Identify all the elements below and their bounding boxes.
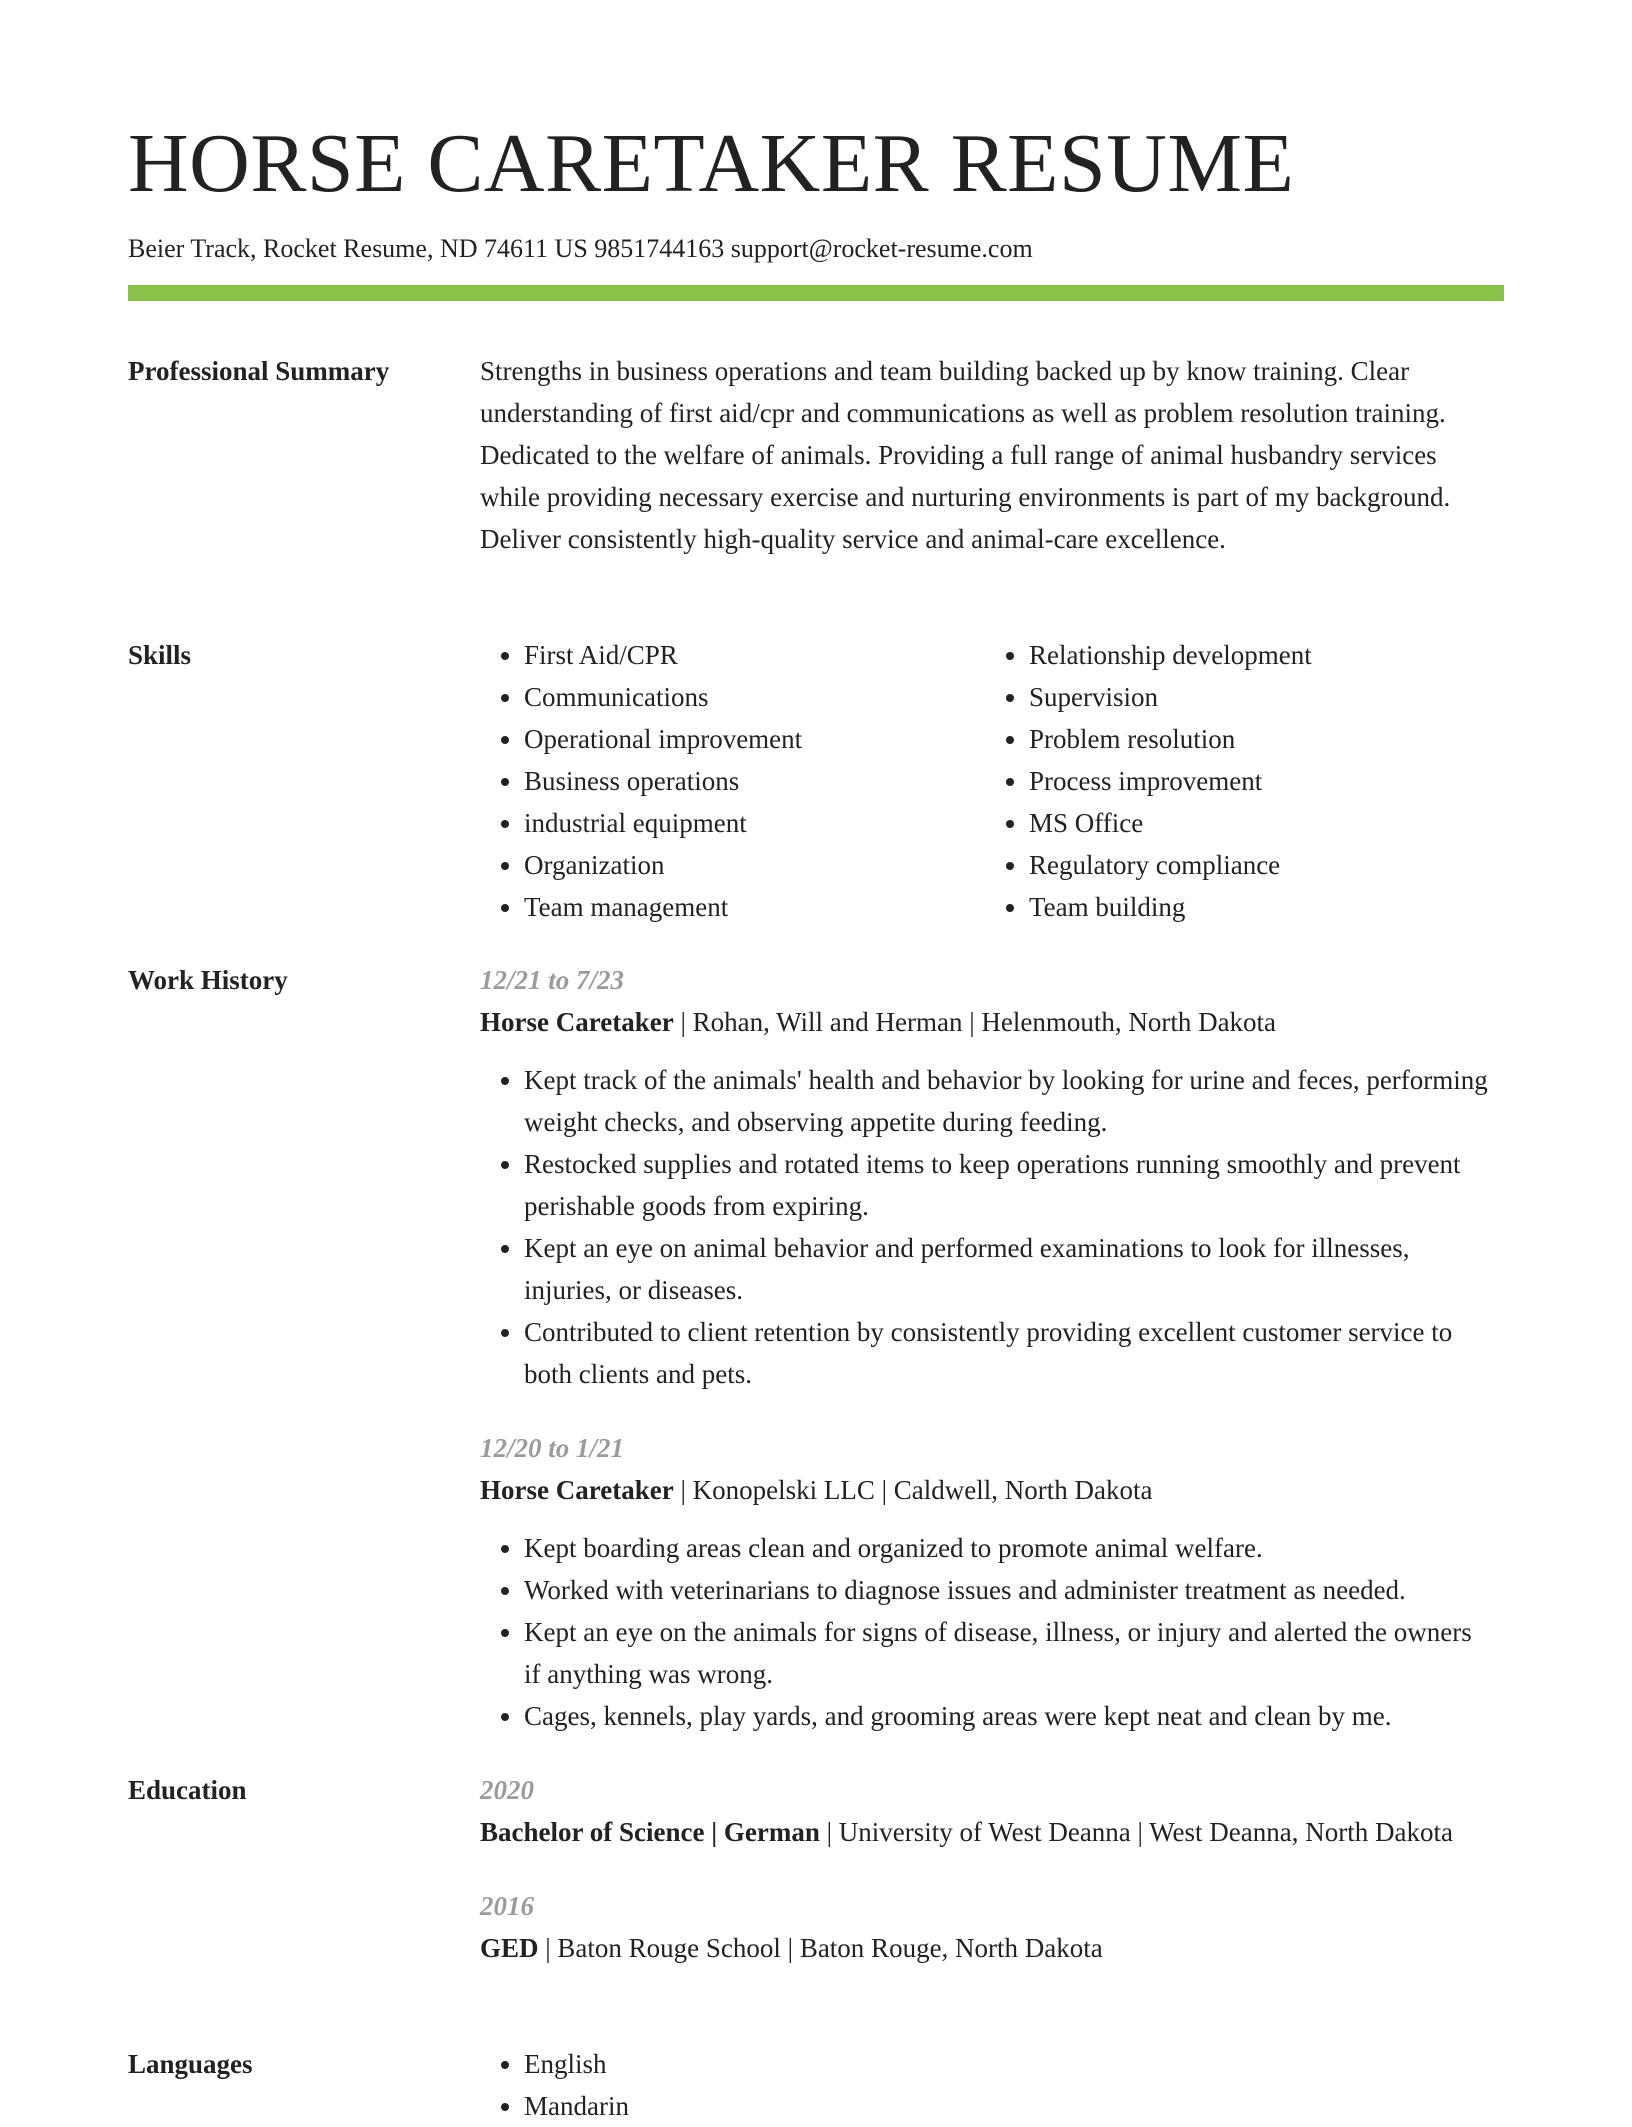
job-bullet: • Kept an eye on animal behavior and performed examinations to look for illnesses, injuries, or diseases. — [524, 1227, 1490, 1311]
education-details: | University of West Deanna | West Deanna, North Dakota — [819, 1817, 1453, 1847]
skill-item: • Process improvement — [1029, 760, 1490, 802]
summary-text: Strengths in business operations and team building backed up by know training. Clear understanding of first aid/cpr and communications as well as problem resolution training. Dedicated to the welfare of animals. Providing a full range of animal husbandry services while providing necessary exercise and nurturing environments is part of my background. Deliver consistently high-quality service and animal-care excellence. — [480, 356, 1451, 554]
job-bullet: • Kept boarding areas clean and organized to promote animal welfare. — [524, 1527, 1490, 1569]
job-entry — [480, 1427, 1490, 1737]
job-details: | Rohan, Will and Herman | Helenmouth, North Dakota — [673, 1007, 1277, 1037]
languages-section — [480, 2043, 1490, 2127]
skill-item: • Supervision — [1029, 676, 1490, 718]
job-bullet: • Kept track of the animals' health and behavior by looking for urine and feces, performing weight checks, and observing appetite during feeding. — [524, 1059, 1490, 1143]
education-line — [480, 1811, 1490, 1853]
education-entry — [480, 1885, 1490, 1969]
job-bullet: • Worked with veterinarians to diagnose issues and administer treatment as needed. — [524, 1569, 1490, 1611]
contact-line: Beier Track, Rocket Resume, ND 74611 US 9851744163 support@rocket-resume.com — [128, 234, 1033, 263]
education-section — [480, 1769, 1490, 1969]
skill-item: • Business operations — [524, 760, 985, 802]
education-line — [480, 1927, 1490, 1969]
skills-list-left — [480, 634, 985, 928]
education-date: 2020 — [480, 1775, 534, 1805]
spacer — [480, 1853, 1490, 1885]
education-heading: Education — [128, 1775, 247, 1805]
skill-item: • industrial equipment — [524, 802, 985, 844]
skills-heading: Skills — [128, 640, 192, 670]
summary-heading: Professional Summary — [128, 356, 390, 386]
skill-item: • Relationship development — [1029, 634, 1490, 676]
job-bullet: • Cages, kennels, play yards, and grooming areas were kept neat and clean by me. — [524, 1695, 1490, 1737]
work-history-heading: Work History — [128, 965, 288, 995]
skill-item: • MS Office — [1029, 802, 1490, 844]
skills-grid — [480, 634, 1490, 928]
resume-title: HORSE CARETAKER RESUME — [128, 117, 1295, 210]
job-entry — [480, 959, 1490, 1395]
education-details: | Baton Rouge School | Baton Rouge, North Dakota — [538, 1933, 1103, 1963]
education-degree: GED — [480, 1933, 539, 1963]
skills-section — [480, 634, 1490, 928]
job-date: 12/21 to 7/23 — [480, 965, 625, 995]
education-degree: Bachelor of Science | German — [480, 1817, 820, 1847]
education-entry — [480, 1769, 1490, 1853]
skill-item: • Communications — [524, 676, 985, 718]
skill-item: • Organization — [524, 844, 985, 886]
language-item: • English — [524, 2043, 1490, 2085]
education-date: 2016 — [480, 1891, 534, 1921]
language-item: • Mandarin — [524, 2085, 1490, 2127]
skills-list-right — [985, 634, 1490, 928]
skill-item: • Team management — [524, 886, 985, 928]
job-title: Horse Caretaker — [480, 1475, 674, 1505]
summary-section — [480, 350, 1490, 560]
job-role-line — [480, 1469, 1490, 1511]
job-date: 12/20 to 1/21 — [480, 1433, 625, 1463]
job-bullet: • Kept an eye on the animals for signs of disease, illness, or injury and alerted the owners if anything was wrong. — [524, 1611, 1490, 1695]
job-bullets — [480, 1059, 1490, 1395]
job-bullets — [480, 1527, 1490, 1737]
languages-heading: Languages — [128, 2049, 253, 2079]
skill-item: • Problem resolution — [1029, 718, 1490, 760]
skill-item: • First Aid/CPR — [524, 634, 985, 676]
skill-item: • Regulatory compliance — [1029, 844, 1490, 886]
accent-divider — [128, 285, 1504, 301]
languages-list — [480, 2043, 1490, 2127]
work-history-section — [480, 959, 1490, 1737]
skill-item: • Operational improvement — [524, 718, 985, 760]
job-role-line — [480, 1001, 1490, 1043]
job-bullet: • Contributed to client retention by consistently providing excellent customer service to both clients and pets. — [524, 1311, 1490, 1395]
skill-item: • Team building — [1029, 886, 1490, 928]
job-bullet: • Restocked supplies and rotated items to keep operations running smoothly and prevent perishable goods from expiring. — [524, 1143, 1490, 1227]
job-details: | Konopelski LLC | Caldwell, North Dakota — [673, 1475, 1153, 1505]
spacer — [480, 1395, 1490, 1427]
job-title: Horse Caretaker — [480, 1007, 674, 1037]
